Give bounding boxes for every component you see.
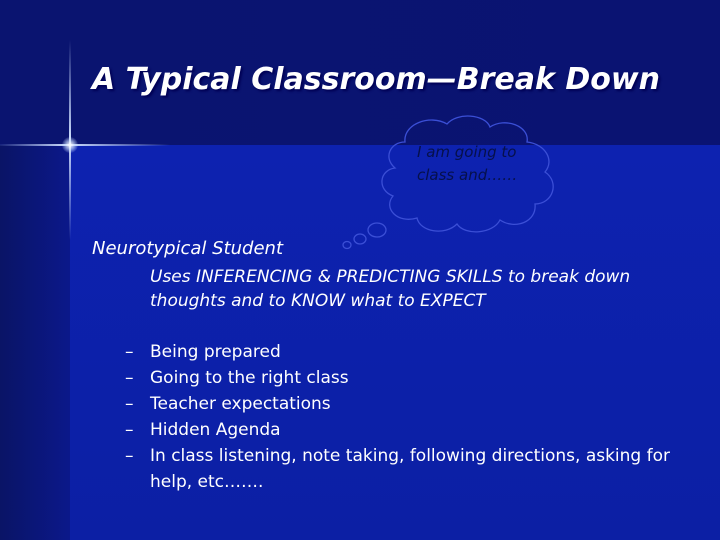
- list-item: [125, 391, 685, 417]
- bullet-list: [125, 339, 685, 495]
- bullet-marker: –: [125, 394, 134, 414]
- list-item: [125, 339, 685, 365]
- bullet-text: In class listening, note taking, following directions, asking for help, etc…….: [150, 446, 671, 492]
- bullet-marker: –: [125, 420, 134, 440]
- thought-bubble-text: I am going to class and……: [417, 143, 518, 184]
- list-item: [125, 417, 685, 443]
- lens-flare-core: [62, 137, 78, 153]
- slide-title: A Typical Classroom—Break Down: [92, 62, 660, 97]
- bullet-text: Going to the right class: [150, 368, 349, 388]
- bullet-text: Being prepared: [150, 342, 281, 362]
- background-left-band: [0, 145, 70, 540]
- student-heading: Neurotypical Student: [92, 238, 284, 259]
- skills-description: Uses INFERENCING & PREDICTING SKILLS to break down thoughts and to KNOW what to EXPECT: [150, 267, 631, 311]
- bullet-text: Teacher expectations: [150, 394, 331, 414]
- bullet-marker: –: [125, 342, 134, 362]
- list-item: [125, 365, 685, 391]
- lens-flare-horizontal: [0, 144, 170, 146]
- bullet-text: Hidden Agenda: [150, 420, 281, 440]
- bullet-marker: –: [125, 368, 134, 388]
- list-item: [125, 443, 685, 495]
- bullet-marker: –: [125, 446, 134, 466]
